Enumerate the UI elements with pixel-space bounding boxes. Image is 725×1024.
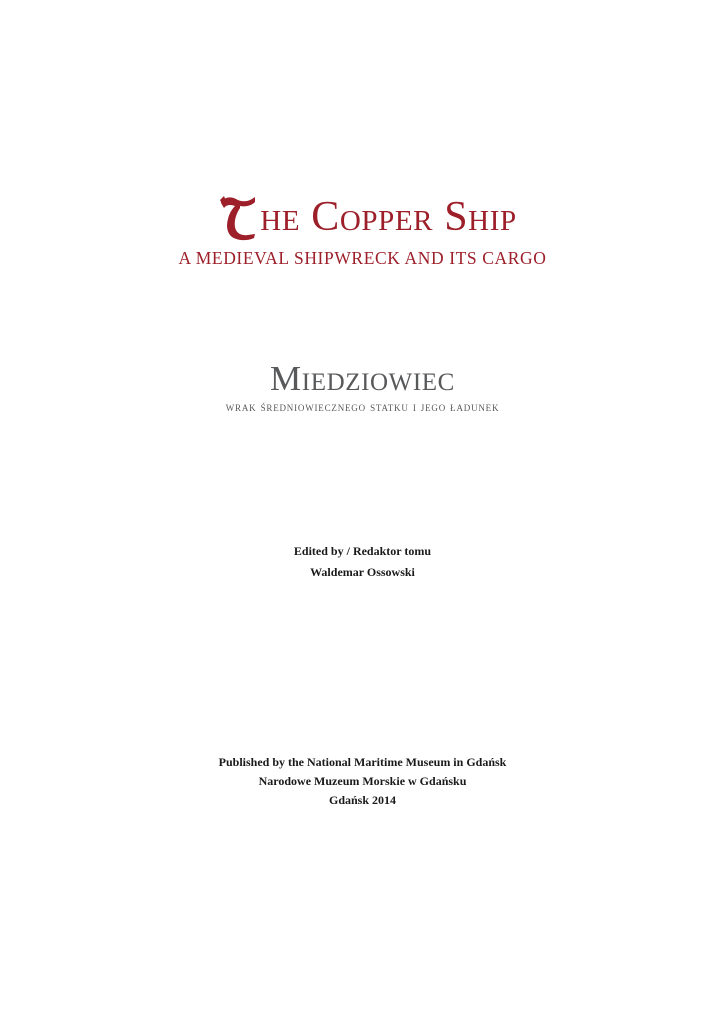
publisher-block xyxy=(0,753,725,810)
publisher-english: Published by the National Maritime Museum in Gdańsk xyxy=(218,755,507,769)
polish-title-block xyxy=(0,360,725,415)
english-subtitle: A MEDIEVAL SHIPWRECK AND ITS CARGO xyxy=(178,248,547,268)
main-title-text: he Copper Ship xyxy=(260,194,517,240)
english-title-block xyxy=(0,186,725,269)
publisher-polish: Narodowe Muzeum Morskie w Gdańsku xyxy=(258,774,467,788)
editor-label: Edited by / Redaktor tomu xyxy=(293,544,432,558)
editor-block xyxy=(0,541,725,583)
polish-subtitle: wrak średniowiecznego statku i jego ładunek xyxy=(225,398,500,414)
publication-place-year: Gdańsk 2014 xyxy=(328,793,397,807)
decorative-initial-t xyxy=(218,194,258,242)
main-title xyxy=(218,186,516,242)
editor-name: Waldemar Ossowski xyxy=(310,565,415,579)
polish-title: Miedziowiec xyxy=(270,359,455,398)
